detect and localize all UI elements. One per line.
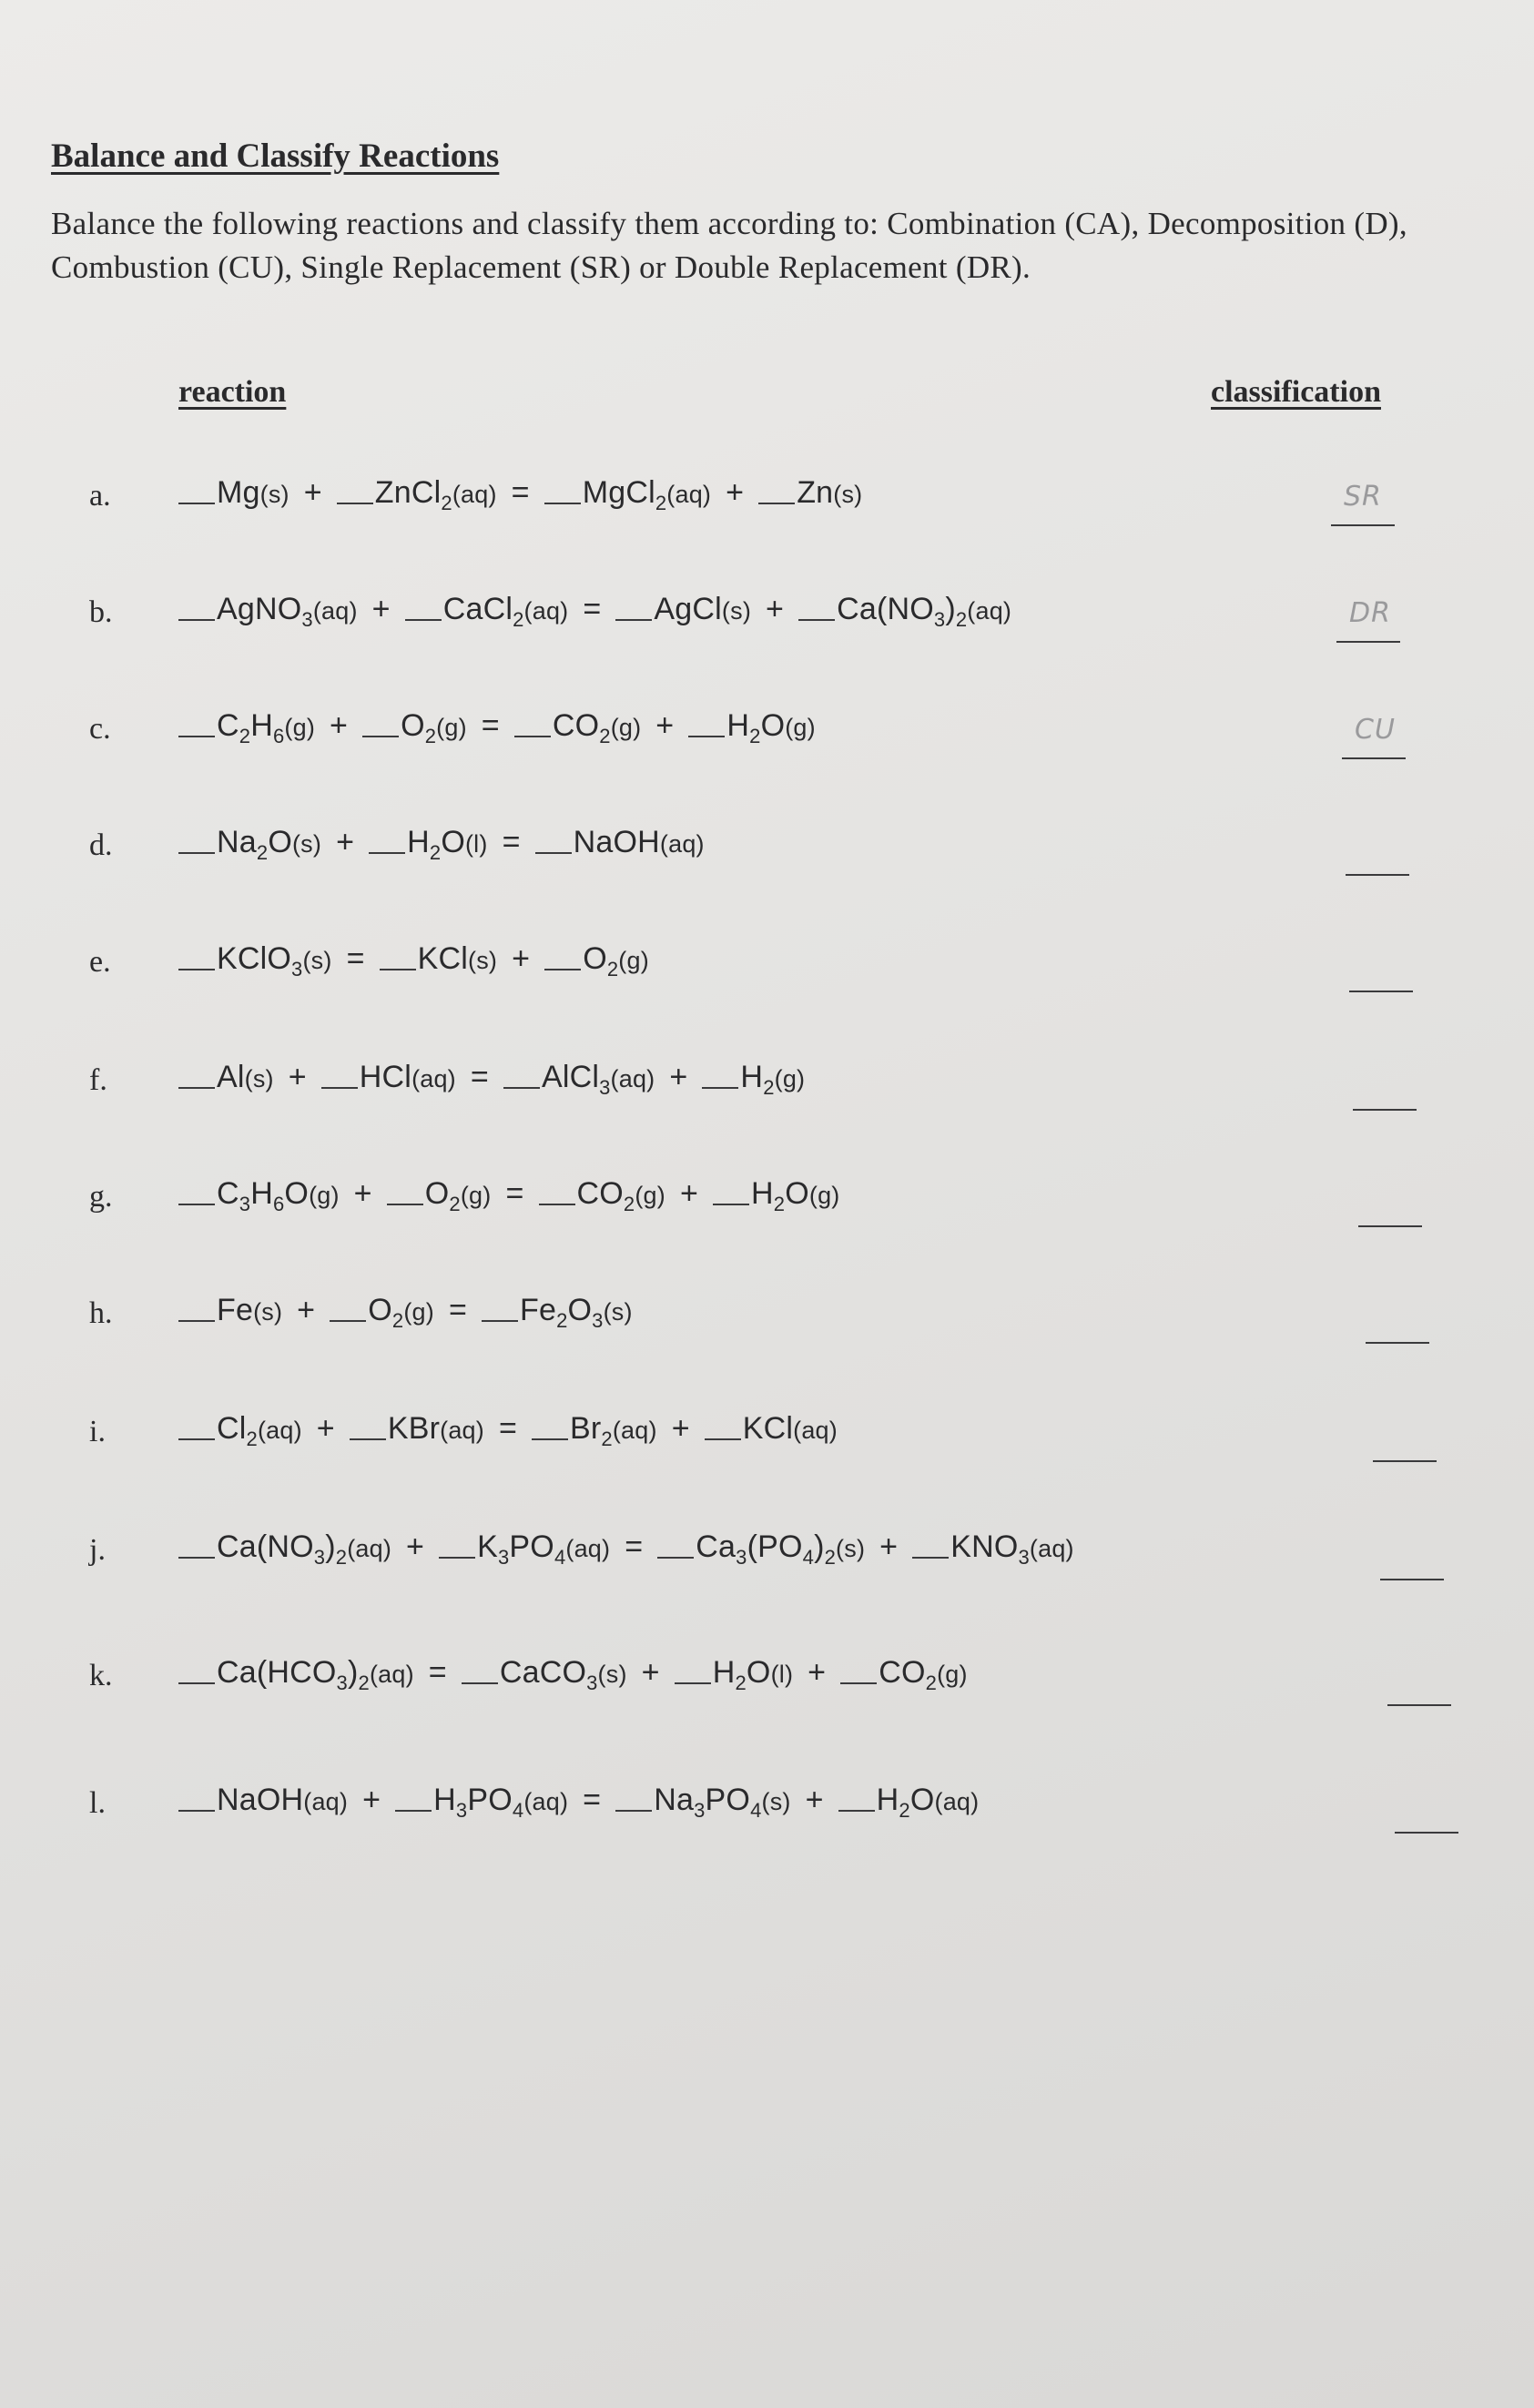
- state-symbol: (aq): [666, 481, 712, 508]
- classification-blank[interactable]: [1395, 1801, 1458, 1834]
- reaction-row: [0, 1411, 1534, 1466]
- state-symbol: (aq): [612, 1417, 657, 1444]
- chemical-equation: [178, 475, 862, 515]
- chemical-species: Fe(s): [217, 1293, 283, 1327]
- coefficient-blank[interactable]: [758, 502, 795, 504]
- equation-operator: +: [671, 1411, 690, 1446]
- chemical-species: $Br_2(aq)$: [570, 1411, 657, 1450]
- equation-operator: +: [371, 592, 391, 626]
- equation-operator: =: [502, 825, 521, 859]
- chemical-species: $H_2O(aq)$: [876, 1783, 980, 1822]
- coefficient-blank[interactable]: [840, 1682, 877, 1684]
- reaction-row: [0, 1783, 1534, 1837]
- coefficient-blank[interactable]: [178, 735, 215, 737]
- state-symbol: (g): [403, 1298, 434, 1326]
- coefficient-blank[interactable]: [675, 1682, 711, 1684]
- chemical-species: $Cl_2(aq)$: [217, 1411, 302, 1450]
- classification-blank[interactable]: [1358, 1194, 1422, 1227]
- state-symbol: (s): [253, 1298, 283, 1326]
- instructions-paragraph: Balance the following reactions and classify them according to: Combination (CA), Decomposition (D), Combustion (CU), Single Replacement (SR) or Double Replacement (DR).: [51, 206, 1407, 285]
- classification-answer: DR: [1349, 597, 1391, 629]
- reaction-row: [0, 941, 1534, 996]
- state-symbol: (s): [833, 481, 863, 508]
- state-symbol: (s): [302, 947, 332, 974]
- reaction-letter: g.: [89, 1180, 113, 1214]
- state-symbol: (l): [464, 830, 488, 858]
- chemical-species: KCl(s): [417, 941, 498, 976]
- coefficient-blank[interactable]: [532, 1438, 568, 1440]
- chemical-equation: [178, 1529, 1074, 1570]
- chemical-species: $CO_2(g)$: [879, 1655, 968, 1694]
- chemical-species: NaOH(aq): [573, 825, 705, 859]
- state-symbol: (aq): [1029, 1535, 1074, 1562]
- coefficient-blank[interactable]: [178, 1556, 215, 1559]
- chemical-species: HCl(aq): [359, 1060, 456, 1094]
- reaction-letter: b.: [89, 595, 113, 629]
- chemical-species: $H_2O(l)$: [407, 825, 488, 864]
- chemical-species: $Ca(NO_3)_2(aq)$: [217, 1529, 392, 1569]
- chemical-species: $H_2(g)$: [740, 1060, 806, 1099]
- coefficient-blank[interactable]: [387, 1203, 423, 1205]
- coefficient-blank[interactable]: [615, 618, 652, 621]
- chemical-species: $CO_2(g)$: [576, 1176, 665, 1215]
- equation-operator: +: [406, 1529, 425, 1564]
- chemical-equation: [178, 592, 1011, 632]
- state-symbol: (aq): [452, 481, 497, 508]
- coefficient-blank[interactable]: [838, 1809, 875, 1812]
- coefficient-blank[interactable]: [439, 1556, 475, 1559]
- state-symbol: (aq): [610, 1065, 655, 1092]
- coefficient-blank[interactable]: [503, 1086, 540, 1089]
- equation-operator: =: [470, 1060, 489, 1094]
- state-symbol: (aq): [312, 597, 358, 625]
- equation-operator: +: [669, 1060, 688, 1094]
- equation-operator: +: [316, 1411, 335, 1446]
- coefficient-blank[interactable]: [912, 1556, 949, 1559]
- state-symbol: (s): [761, 1788, 791, 1815]
- reaction-letter: f.: [89, 1063, 107, 1097]
- classification-blank[interactable]: [1366, 1311, 1429, 1344]
- chemical-species: AgNO$_3$(aq): [217, 592, 358, 631]
- equation-operator: +: [766, 592, 785, 626]
- equation-operator: +: [805, 1783, 824, 1817]
- chemical-equation: [178, 1060, 805, 1100]
- state-symbol: (s): [291, 830, 322, 858]
- state-symbol: (s): [244, 1065, 274, 1092]
- chemical-species: $Ca(HCO_3)_2(aq)$: [217, 1655, 414, 1694]
- classification-blank[interactable]: [1349, 960, 1413, 992]
- chemical-species: KBr(aq): [387, 1411, 484, 1446]
- reaction-letter: d.: [89, 828, 113, 862]
- chemical-equation: [178, 1655, 968, 1695]
- classification-blank[interactable]: [1336, 597, 1400, 643]
- coefficient-blank[interactable]: [380, 968, 416, 970]
- equation-operator: =: [498, 1411, 518, 1446]
- chemical-species: $Ca(NO_3)_2(aq)$: [837, 592, 1012, 631]
- reaction-row: [0, 825, 1534, 879]
- reaction-row: [0, 708, 1534, 763]
- coefficient-blank[interactable]: [514, 735, 551, 737]
- chemical-species: Al(s): [217, 1060, 274, 1094]
- chemical-species: $H_2O(g)$: [751, 1176, 840, 1215]
- state-symbol: (aq): [411, 1065, 456, 1092]
- state-symbol: (aq): [523, 597, 569, 625]
- coefficient-blank[interactable]: [705, 1438, 741, 1440]
- state-symbol: (s): [468, 947, 498, 974]
- chemical-species: $Na_3PO_4(s)$: [654, 1783, 791, 1822]
- state-symbol: (g): [610, 714, 642, 741]
- coefficient-blank[interactable]: [330, 1319, 366, 1322]
- reaction-letter: i.: [89, 1415, 106, 1448]
- coefficient-blank[interactable]: [369, 851, 405, 854]
- equation-operator: =: [511, 475, 530, 510]
- chemical-species: ZnCl$_2$(aq): [374, 475, 497, 514]
- coefficient-blank[interactable]: [395, 1809, 432, 1812]
- coefficient-blank[interactable]: [713, 1203, 749, 1205]
- coefficient-blank[interactable]: [535, 851, 572, 854]
- equation-operator: +: [679, 1176, 699, 1211]
- state-symbol: (g): [284, 714, 316, 741]
- coefficient-blank[interactable]: [362, 735, 399, 737]
- coefficient-blank[interactable]: [321, 1086, 358, 1089]
- chemical-species: KCl(aq): [742, 1411, 838, 1446]
- equation-operator: =: [346, 941, 365, 976]
- classification-blank[interactable]: [1373, 1429, 1437, 1462]
- state-symbol: (g): [774, 1065, 806, 1092]
- chemical-species: $CO_2(g)$: [552, 708, 642, 747]
- state-symbol: (g): [937, 1661, 968, 1688]
- state-symbol: (aq): [659, 830, 705, 858]
- coefficient-blank[interactable]: [178, 851, 215, 854]
- reaction-letter: a.: [89, 479, 111, 513]
- equation-operator: +: [362, 1783, 381, 1817]
- reaction-row: [0, 1655, 1534, 1710]
- classification-column-header: classification: [1211, 375, 1381, 409]
- state-symbol: (g): [785, 714, 816, 741]
- state-symbol: (s): [597, 1661, 627, 1688]
- chemical-species: AgCl(s): [654, 592, 752, 626]
- state-symbol: (aq): [257, 1417, 302, 1444]
- reaction-letter: e.: [89, 945, 111, 979]
- coefficient-blank[interactable]: [350, 1438, 386, 1440]
- state-symbol: (aq): [967, 597, 1012, 625]
- equation-operator: =: [625, 1529, 644, 1564]
- coefficient-blank[interactable]: [482, 1319, 518, 1322]
- chemical-species: $Na_2O(s)$: [217, 825, 322, 864]
- coefficient-blank[interactable]: [178, 1086, 215, 1089]
- coefficient-blank[interactable]: [178, 1319, 215, 1322]
- state-symbol: (s): [603, 1298, 633, 1326]
- chemical-equation: [178, 941, 649, 981]
- coefficient-blank[interactable]: [544, 502, 581, 504]
- state-symbol: (g): [808, 1182, 840, 1209]
- coefficient-blank[interactable]: [462, 1682, 498, 1684]
- chemical-species: Mg(s): [217, 475, 290, 510]
- chemical-species: $O_2(g)$: [583, 941, 649, 980]
- equation-operator: =: [505, 1176, 524, 1211]
- equation-operator: +: [641, 1655, 660, 1690]
- chemical-species: Zn(s): [797, 475, 863, 510]
- chemical-species: $C_3H_6O(g)$: [217, 1176, 340, 1215]
- state-symbol: (aq): [303, 1788, 349, 1815]
- reaction-letter: c.: [89, 712, 111, 746]
- coefficient-blank[interactable]: [798, 618, 835, 621]
- coefficient-blank[interactable]: [544, 968, 581, 970]
- classification-blank[interactable]: [1346, 843, 1409, 876]
- coefficient-blank[interactable]: [178, 1203, 215, 1205]
- reaction-letter: h.: [89, 1296, 113, 1330]
- equation-operator: =: [481, 708, 500, 743]
- chemical-equation: [178, 1411, 838, 1451]
- chemical-equation: [178, 1293, 633, 1333]
- chemical-species: $Fe_2O_3(s)$: [520, 1293, 633, 1332]
- equation-operator: =: [583, 592, 602, 626]
- state-symbol: (l): [770, 1661, 794, 1688]
- coefficient-blank[interactable]: [178, 968, 215, 970]
- chemical-species: CaCO$_3$(s): [499, 1655, 627, 1694]
- state-symbol: (aq): [440, 1417, 484, 1444]
- chemical-species: $K_3PO_4(aq)$: [477, 1529, 611, 1569]
- chemical-species: CaCl$_2$(aq): [442, 592, 569, 631]
- equation-operator: +: [330, 708, 349, 743]
- state-symbol: (g): [635, 1182, 665, 1209]
- coefficient-blank[interactable]: [615, 1809, 652, 1812]
- equation-operator: +: [879, 1529, 899, 1564]
- equation-operator: +: [353, 1176, 372, 1211]
- state-symbol: (aq): [565, 1535, 611, 1562]
- equation-operator: +: [726, 475, 745, 510]
- chemical-equation: [178, 708, 816, 748]
- reaction-column-header: reaction: [178, 375, 287, 409]
- chemical-equation: [178, 825, 705, 865]
- coefficient-blank[interactable]: [539, 1203, 575, 1205]
- chemical-species: $O_2(g)$: [401, 708, 467, 747]
- state-symbol: (aq): [793, 1417, 838, 1444]
- chemical-species: AlCl$_3$(aq): [541, 1060, 655, 1099]
- equation-operator: =: [583, 1783, 602, 1817]
- state-symbol: (s): [259, 481, 290, 508]
- state-symbol: (g): [618, 947, 649, 974]
- page-title: Balance and Classify Reactions: [51, 137, 500, 175]
- classification-blank[interactable]: [1353, 1078, 1417, 1111]
- state-symbol: (aq): [523, 1788, 569, 1815]
- state-symbol: (s): [721, 597, 752, 625]
- classification-blank[interactable]: [1387, 1673, 1451, 1706]
- chemical-species: $H_3PO_4(aq)$: [433, 1783, 569, 1822]
- chemical-species: MgCl$_2$(aq): [582, 475, 712, 514]
- state-symbol: (aq): [934, 1788, 980, 1815]
- coefficient-blank[interactable]: [688, 735, 725, 737]
- reaction-letter: j.: [89, 1533, 106, 1567]
- reaction-row: [0, 1293, 1534, 1347]
- chemical-species: $O_2(g)$: [368, 1293, 434, 1332]
- reaction-row: [0, 1529, 1534, 1584]
- chemical-species: $O_2(g)$: [424, 1176, 492, 1215]
- coefficient-blank[interactable]: [178, 618, 215, 621]
- chemical-species: $H_2O(g)$: [726, 708, 816, 747]
- state-symbol: (s): [836, 1535, 866, 1562]
- equation-operator: +: [297, 1293, 316, 1327]
- equation-operator: +: [512, 941, 531, 976]
- chemical-species: $KNO_3(aq)$: [950, 1529, 1074, 1569]
- equation-operator: +: [336, 825, 355, 859]
- equation-operator: +: [303, 475, 322, 510]
- coefficient-blank[interactable]: [178, 502, 215, 504]
- equation-operator: =: [448, 1293, 467, 1327]
- reaction-row: [0, 1060, 1534, 1114]
- state-symbol: (g): [309, 1182, 340, 1209]
- state-symbol: (aq): [369, 1661, 414, 1688]
- chemical-species: $Ca_3(PO_4)_2(s)$: [696, 1529, 866, 1569]
- equation-operator: +: [808, 1655, 827, 1690]
- coefficient-blank[interactable]: [405, 618, 442, 621]
- chemical-species: $C_2H_6(g)$: [217, 708, 316, 747]
- coefficient-blank[interactable]: [337, 502, 373, 504]
- chemical-species: NaOH(aq): [217, 1783, 349, 1817]
- equation-operator: +: [288, 1060, 307, 1094]
- classification-answer: SR: [1344, 481, 1382, 513]
- classification-answer: CU: [1355, 714, 1396, 746]
- equation-operator: +: [655, 708, 675, 743]
- coefficient-blank[interactable]: [178, 1809, 215, 1812]
- chemical-species: $H_2O(l)$: [712, 1655, 794, 1694]
- reaction-row: [0, 475, 1534, 530]
- reaction-row: [0, 1176, 1534, 1231]
- classification-blank[interactable]: [1380, 1548, 1444, 1580]
- state-symbol: (g): [460, 1182, 492, 1209]
- chemical-equation: [178, 1176, 839, 1216]
- classification-blank[interactable]: [1331, 481, 1395, 526]
- chemical-species: KClO$_3$(s): [217, 941, 332, 980]
- reaction-letter: k.: [89, 1659, 113, 1692]
- state-symbol: (g): [436, 714, 467, 741]
- state-symbol: (aq): [347, 1535, 392, 1562]
- coefficient-blank[interactable]: [178, 1438, 215, 1440]
- classification-blank[interactable]: [1342, 714, 1406, 759]
- reaction-letter: l.: [89, 1786, 106, 1820]
- reaction-row: [0, 592, 1534, 646]
- coefficient-blank[interactable]: [702, 1086, 738, 1089]
- equation-operator: =: [428, 1655, 447, 1690]
- chemical-equation: [178, 1783, 979, 1823]
- coefficient-blank[interactable]: [178, 1682, 215, 1684]
- coefficient-blank[interactable]: [657, 1556, 694, 1559]
